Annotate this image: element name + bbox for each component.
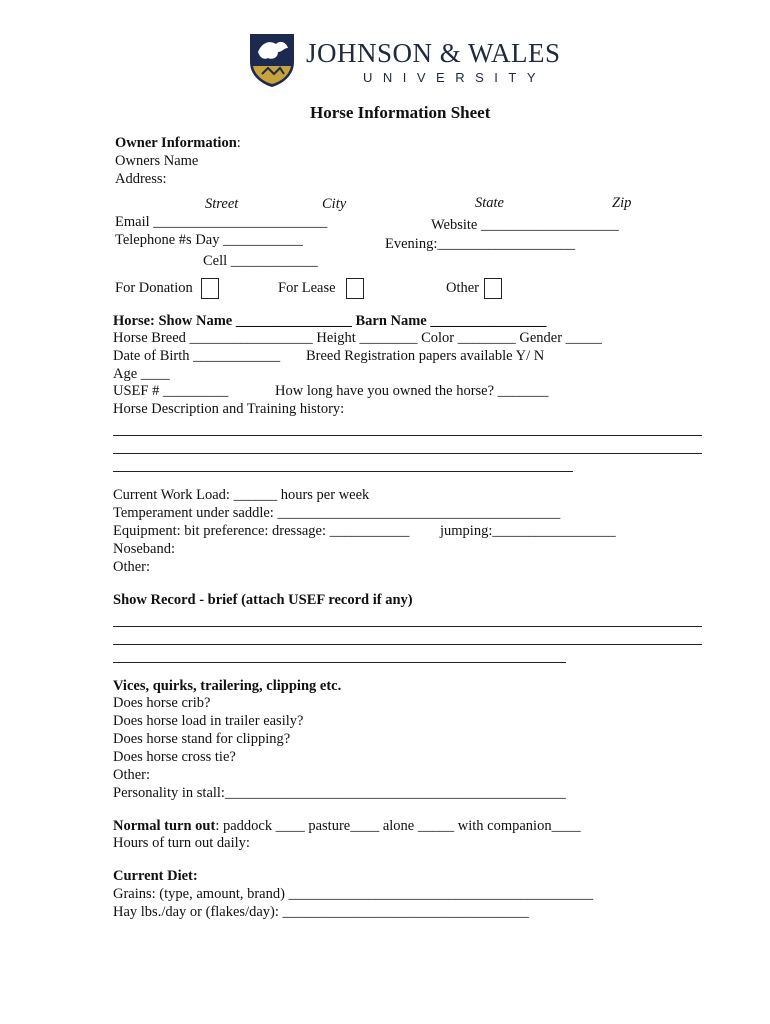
- show-record-heading: Show Record - brief (attach USEF record if any): [113, 592, 413, 608]
- owner-heading: Owner Information: [115, 135, 237, 151]
- turnout-row[interactable]: [113, 818, 581, 835]
- hay-field[interactable]: Hay lbs./day or (flakes/day): __________________________________: [113, 904, 530, 920]
- logo-subtitle: UNIVERSITY: [363, 70, 547, 85]
- show-record-line[interactable]: [113, 662, 566, 663]
- page-title: Horse Information Sheet: [310, 103, 491, 122]
- phone-day-field[interactable]: Telephone #s Day ___________: [115, 232, 303, 248]
- for-donation-label: For Donation: [115, 280, 193, 296]
- date-of-birth-field[interactable]: Date of Birth ____________: [113, 348, 281, 364]
- for-lease-label: For Lease: [278, 280, 336, 296]
- show-name-field[interactable]: Horse: Show Name ________________ Barn Name ________________: [113, 313, 547, 329]
- description-line[interactable]: [113, 435, 702, 436]
- equipment-other-label: Other:: [113, 559, 151, 575]
- turnout-hours-label: Hours of turn out daily:: [113, 835, 250, 851]
- horse-breed-line[interactable]: Horse Breed _________________ Height ________ Color ________ Gender _____: [113, 330, 602, 346]
- university-logo: [248, 30, 296, 93]
- show-record-line[interactable]: [113, 626, 702, 627]
- phone-evening-field[interactable]: Evening:___________________: [385, 236, 576, 252]
- owner-heading-colon: :: [236, 135, 241, 151]
- website-field[interactable]: Website ___________________: [431, 217, 619, 233]
- vices-other-label: Other:: [113, 767, 151, 783]
- temperament-field[interactable]: Temperament under saddle: _______________________________________: [113, 505, 561, 521]
- age-field[interactable]: Age ____: [113, 366, 170, 382]
- address-street-label: Street: [205, 196, 239, 212]
- noseband-label: Noseband:: [113, 541, 176, 557]
- owners-name-label: Owners Name: [115, 153, 199, 169]
- address-label: Address:: [115, 171, 167, 187]
- work-load-field[interactable]: Current Work Load: ______ hours per week: [113, 487, 370, 503]
- jumping-bit-field[interactable]: jumping:_________________: [440, 523, 616, 539]
- email-field[interactable]: Email ________________________: [115, 214, 328, 230]
- dressage-bit-field[interactable]: Equipment: bit preference: dressage: ___________: [113, 523, 410, 539]
- cross-tie-question: Does horse cross tie?: [113, 749, 236, 765]
- owned-duration-field[interactable]: How long have you owned the horse? _______: [275, 383, 549, 399]
- for-lease-checkbox[interactable]: [346, 278, 364, 299]
- crib-question: Does horse crib?: [113, 695, 211, 711]
- turnout-options[interactable]: : paddock ____ pasture____ alone _____ with companion____: [215, 818, 581, 834]
- show-record-line[interactable]: [113, 644, 702, 645]
- address-city-label: City: [322, 196, 347, 212]
- logo-wordmark: JOHNSON & WALES: [306, 38, 561, 68]
- clipping-question: Does horse stand for clipping?: [113, 731, 291, 747]
- usef-number-field[interactable]: USEF # _________: [113, 383, 229, 399]
- trailer-question: Does horse load in trailer easily?: [113, 713, 304, 729]
- owner-heading-row: [115, 135, 241, 152]
- description-label: Horse Description and Training history:: [113, 401, 345, 417]
- turnout-heading: Normal turn out: [113, 818, 216, 834]
- address-zip-label: Zip: [612, 195, 632, 211]
- cell-field[interactable]: Cell ____________: [203, 253, 318, 269]
- vices-heading: Vices, quirks, trailering, clipping etc.: [113, 678, 342, 694]
- breed-papers-field[interactable]: Breed Registration papers available Y/ N: [306, 348, 545, 364]
- other-option-label: Other: [446, 280, 480, 296]
- address-state-label: State: [475, 195, 504, 211]
- description-line[interactable]: [113, 453, 702, 454]
- grains-field[interactable]: Grains: (type, amount, brand) __________________________________________: [113, 886, 594, 902]
- shield-crest-icon: [248, 30, 296, 88]
- personality-field[interactable]: Personality in stall:_______________________________________________: [113, 785, 566, 801]
- diet-heading: Current Diet:: [113, 868, 198, 884]
- other-option-checkbox[interactable]: [484, 278, 502, 299]
- for-donation-checkbox[interactable]: [201, 278, 219, 299]
- description-line[interactable]: [113, 471, 573, 472]
